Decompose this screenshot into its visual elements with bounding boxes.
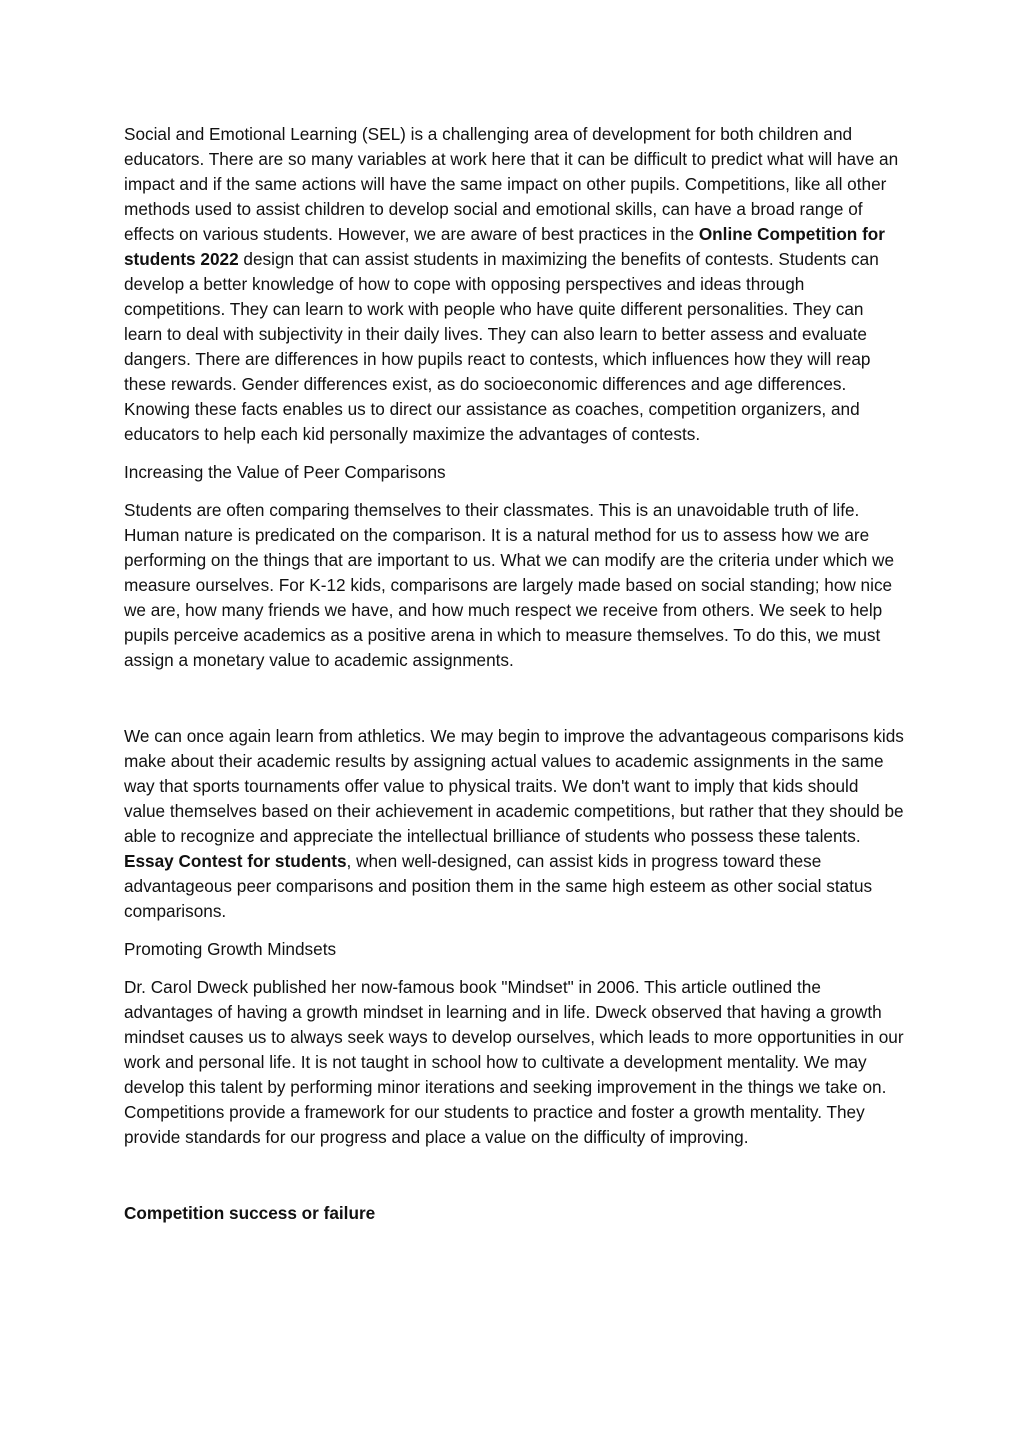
paragraph-athletics xyxy=(124,724,904,924)
bold-phrase-online-competition: Online Competition for students 2022 xyxy=(124,224,885,269)
paragraph-text: design that can assist students in maximizing the benefits of contests. Students can develop a better knowledge of how to cope with opposing perspectives and ideas through competitions. They can learn to work with people who have quite different personalities. They can learn to deal with subjectivity in their daily lives. They can also learn to better assess and evaluate dangers. There are differences in how pupils react to contests, which influences how they will reap these rewards. Gender differences exist, as do socioeconomic differences and age differences. Knowing these facts enables us to direct our assistance as coaches, competition organizers, and educators to help each kid personally maximize the advantages of contests. xyxy=(124,249,879,444)
paragraph-text: We can once again learn from athletics. We may begin to improve the advantageous comparisons kids make about their academic results by assigning actual values to academic assignments in the same way that sports tournaments offer value to physical traits. We don't want to imply that kids should value themselves based on their achievement in academic competitions, but rather that they should be able to recognize and appreciate the intellectual brilliance of students who possess these talents. xyxy=(124,726,904,846)
paragraph-text: Social and Emotional Learning (SEL) is a challenging area of development for both children and educators. There are so many variables at work here that it can be difficult to predict what will have an impact and if the same actions will have the same impact on other pupils. Competitions, like all other methods used to assist children to develop social and emotional skills, can have a broad range of effects on various students. However, we are aware of best practices in the xyxy=(124,124,899,244)
paragraph-text: , when well-designed, can assist kids in progress toward these advantageous peer comparisons and position them in the same high esteem as other social status comparisons. xyxy=(124,851,873,921)
document-page xyxy=(124,122,904,1239)
blank-space xyxy=(124,1163,904,1201)
section-heading-growth-mindsets: Promoting Growth Mindsets xyxy=(124,939,337,959)
bold-phrase-essay-contest: Essay Contest for students xyxy=(124,851,347,871)
paragraph-growth-mindset: Dr. Carol Dweck published her now-famous book "Mindset" in 2006. This article outlined the advantages of having a growth mindset in learning and in life. Dweck observed that having a growth mindset causes us to always seek ways to develop ourselves, which leads to more opportunities in our work and personal life. It is not taught in school how to cultivate a development mentality. We may develop this talent by performing minor iterations and seeking improvement in the things we take on. Competitions provide a framework for our students to practice and foster a growth mentality. They provide standards for our progress and place a value on the difficulty of improving. xyxy=(124,977,904,1147)
blank-space xyxy=(124,686,904,724)
paragraph-sel-intro xyxy=(124,122,904,447)
section-heading-competition-success: Competition success or failure xyxy=(124,1203,376,1223)
section-heading-peer-comparisons: Increasing the Value of Peer Comparisons xyxy=(124,462,446,482)
paragraph-peer-comparisons: Students are often comparing themselves to their classmates. This is an unavoidable truth of life. Human nature is predicated on the comparison. It is a natural method for us to assess how we are performing on the things that are important to us. What we can modify are the criteria under which we measure ourselves. For K-12 kids, comparisons are largely made based on social standing; how nice we are, how many friends we have, and how much respect we receive from others. We seek to help pupils perceive academics as a positive arena in which to measure themselves. To do this, we must assign a monetary value to academic assignments. xyxy=(124,500,894,670)
